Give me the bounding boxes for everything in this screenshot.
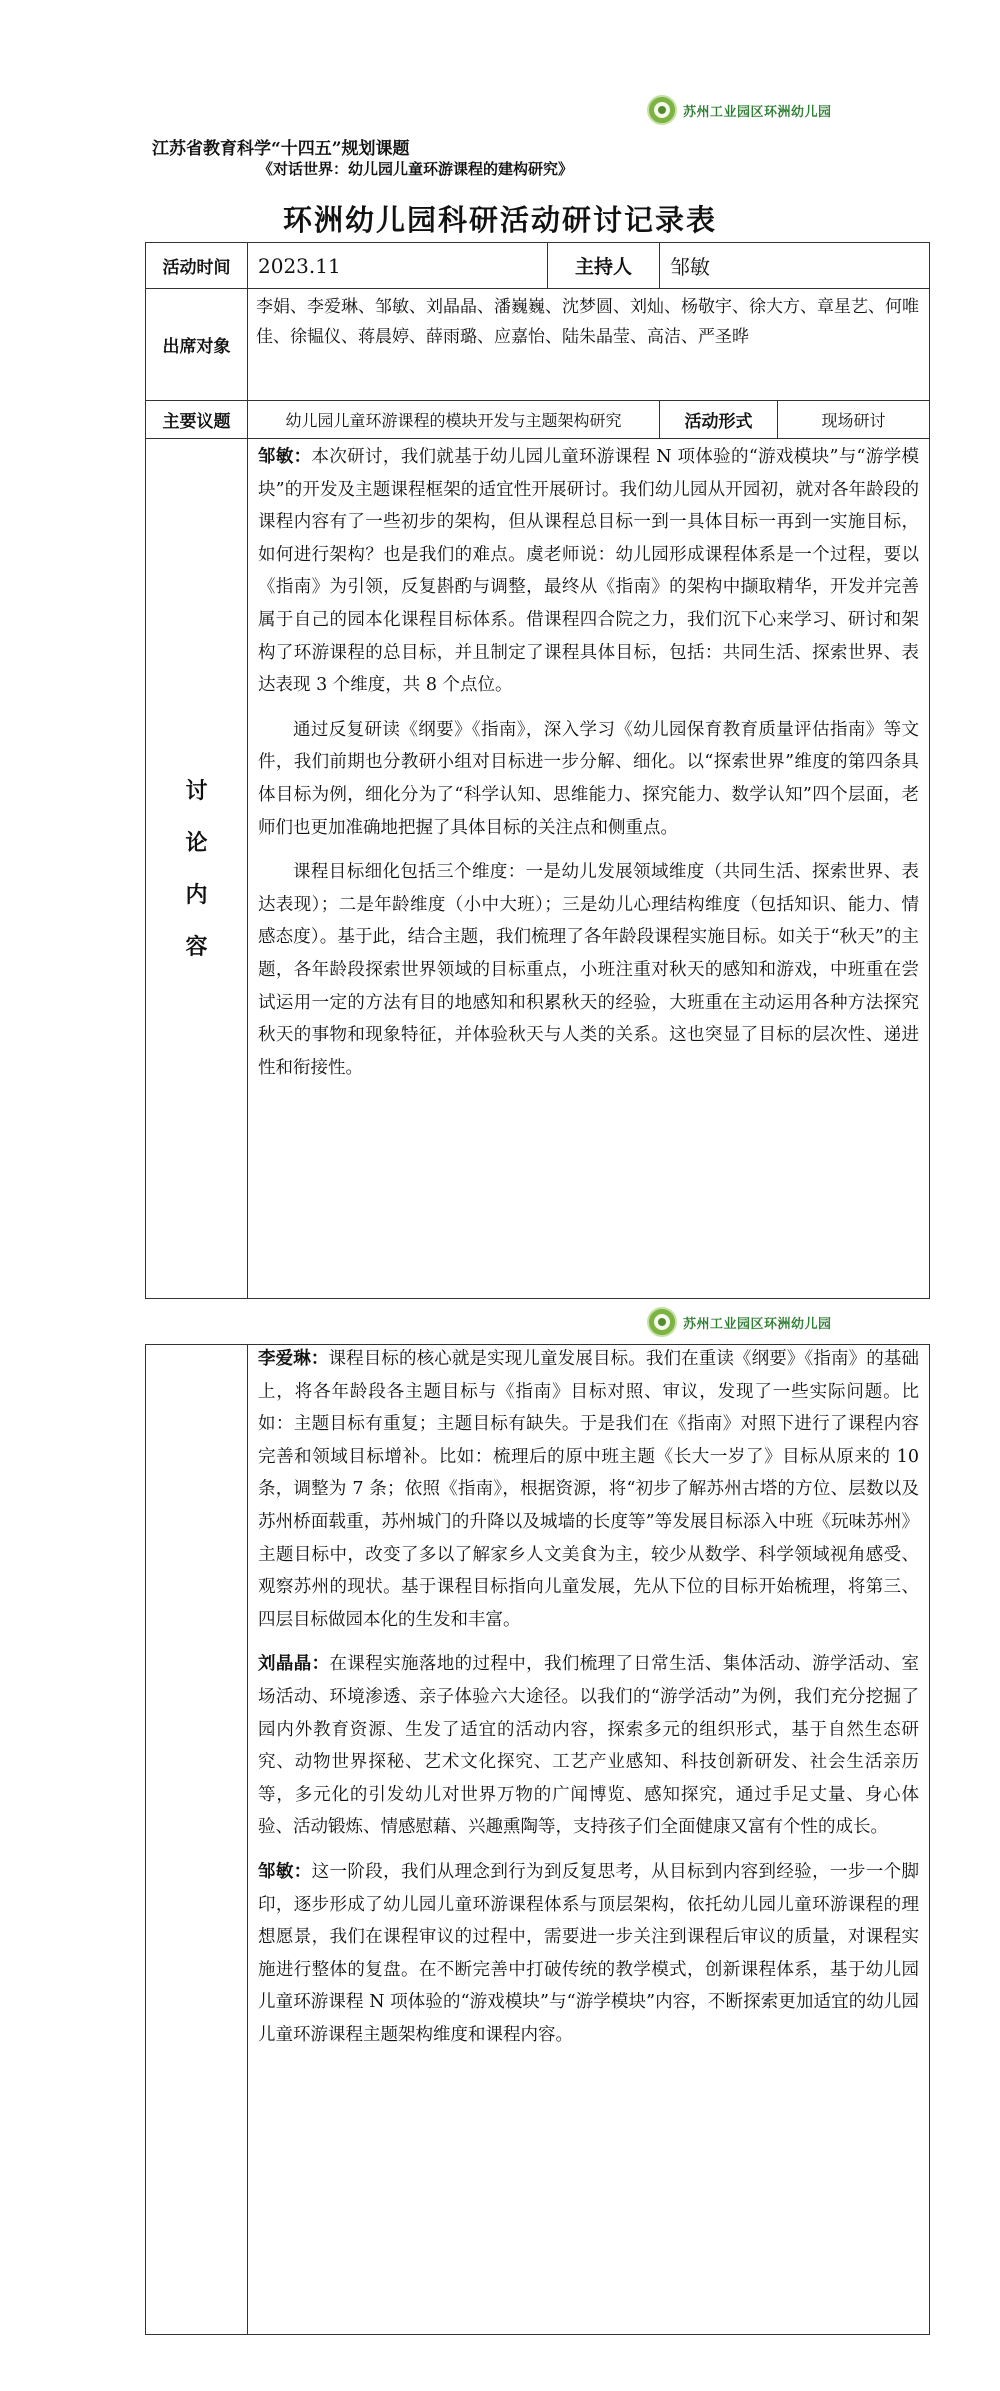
form-value: 现场研讨 — [778, 401, 930, 439]
paragraph-gap — [258, 1636, 919, 1648]
topic-label: 主要议题 — [146, 401, 248, 439]
discussion-label-empty — [146, 1345, 248, 2335]
discussion-label-char: 内 — [185, 881, 208, 908]
time-label: 活动时间 — [146, 243, 248, 289]
paragraph-gap — [258, 1844, 919, 1856]
discussion-label-char: 讨 — [185, 777, 208, 804]
kindergarten-logo-top — [647, 95, 832, 125]
paragraph-gap — [258, 844, 919, 856]
discussion-paragraph — [258, 714, 919, 844]
attendees-label: 出席对象 — [146, 289, 248, 401]
attendees-list: 李娟、李爱琳、邹敏、刘晶晶、潘巍巍、沈梦圆、刘灿、杨敬宇、徐大方、章星艺、何唯佳、徐韫仪、蒋晨婷、薛雨璐、应嘉怡、陆朱晶莹、高洁、严圣晔 — [248, 289, 930, 401]
host-label: 主持人 — [548, 243, 660, 289]
project-header: 江苏省教育科学“十四五”规划课题 — [152, 139, 410, 159]
topic-value: 幼儿园儿童环游课程的模块开发与主题架构研究 — [248, 401, 660, 439]
paragraph-gap — [258, 702, 919, 714]
discussion-paragraph — [258, 1856, 919, 2052]
paragraph-text: 课程目标的核心就是实现儿童发展目标。我们在重读《纲要》《指南》的基础上，将各年龄段各主题目标与《指南》目标对照、审议，发现了一些实际问题。比如：主题目标有重复；主题目标有缺失。于是我们在《指南》对照下进行了课程内容完善和领域目标增补。比如：梳理后的原中班主题《长大一岁了》目标从原来的 10 条，调整为 7 条；依照《指南》，根据资源，将“初步了解苏州古塔的方位、层数以及苏州桥面载重，苏州城门的升降以及城墙的长度等”等发展目标添入中班《玩味苏州》主题目标中，改变了多以了解家乡人文美食为主，较少从数学、科学领域视角感受、观察苏州的现状。基于课程目标指向儿童发展，先从下位的目标开始梳理，将第三、四层目标做园本化的生发和丰富。 — [258, 1349, 919, 1630]
paragraph-text: 这一阶段，我们从理念到行为到反复思考，从目标到内容到经验，一步一个脚印，逐步形成了幼儿园儿童环游课程体系与顶层架构，依托幼儿园儿童环游课程的理想愿景，我们在课程审议的过程中，需要进一步关注到课程后审议的质量，对课程实施进行整体的复盘。在不断完善中打破传统的教学模式，创新课程体系，基于幼儿园儿童环游课程 N 项体验的“游戏模块”与“游学模块”内容，不断探索更加适宜的幼儿园儿童环游课程主题架构维度和课程内容。 — [258, 1861, 919, 2045]
speaker-name: 李爱琳： — [258, 1349, 329, 1369]
logo-text: 苏州工业园区环洲幼儿园 — [683, 104, 832, 120]
kindergarten-logo-page2 — [647, 1307, 832, 1337]
host-value: 邹敏 — [660, 243, 930, 289]
paragraph-text: 课程目标细化包括三个维度：一是幼儿发展领域维度（共同生活、探索世界、表达表现）；二是年龄维度（小中大班）；三是幼儿心理结构维度（包括知识、能力、情感态度）。基于此，结合主题，我们梳理了各年龄段课程实施目标。如关于“秋天”的主题，各年龄段探索世界领域的目标重点，小班注重对秋天的感知和游戏，中班重在尝试运用一定的方法有目的地感知和积累秋天的经验，大班重在主动运用各种方法探究秋天的事物和现象特征，并体验秋天与人类的关系。这也突显了目标的层次性、递进性和衔接性。 — [258, 862, 919, 1078]
discussion-content-page2 — [248, 1345, 930, 2335]
speaker-name: 邹敏： — [258, 1861, 312, 1882]
paragraph-text: 本次研讨，我们就基于幼儿园儿童环游课程 N 项体验的“游戏模块”与“游学模块”的开发及主题课程框架的适宜性开展研讨。我们幼儿园从开园初，就对各年龄段的课程内容有了一些初步的架构，但从课程总目标一到一具体目标一再到一实施目标，如何进行架构？也是我们的难点。虞老师说：幼儿园形成课程体系是一个过程，要以《指南》为引领，反复斟酌与调整，最终从《指南》的架构中撷取精华，开发并完善属于自己的园本化课程目标体系。借课程四合院之力，我们沉下心来学习、研讨和架构了环游课程的总目标，并且制定了课程具体目标，包括：共同生活、探索世界、表达表现 3 个维度，共 8 个点位。 — [258, 447, 920, 696]
discussion-label — [146, 439, 248, 1299]
discussion-paragraph — [258, 856, 919, 1084]
kindergarten-emblem-icon — [647, 1307, 677, 1337]
time-value: 2023.11 — [248, 243, 548, 289]
record-table-page2 — [145, 1344, 930, 2335]
paragraph-text: 通过反复研读《纲要》《指南》，深入学习《幼儿园保育教育质量评估指南》等文件，我们前期也分教研小组对目标进一步分解、细化。以“探索世界”维度的第四条具体目标为例，细化分为了“科学认知、思维能力、探究能力、数学认知”四个层面，老师们也更加准确地把握了具体目标的关注点和侧重点。 — [258, 719, 919, 838]
discussion-content-page1 — [248, 439, 930, 1299]
paragraph-text: 在课程实施落地的过程中，我们梳理了日常生活、集体活动、游学活动、室场活动、环境渗透、亲子体验六大途径。以我们的“游学活动”为例，我们充分挖掘了园内外教育资源、生发了适宜的活动内容，探索多元的组织形式，基于自然生态研究、动物世界探秘、艺术文化探究、工艺产业感知、科技创新研发、社会生活亲历等，多元化的引发幼儿对世界万物的广闻博览、感知探究，通过手足丈量、身心体验、活动锻炼、情感慰藉、兴趣熏陶等，支持孩子们全面健康又富有个性的成长。 — [258, 1654, 919, 1838]
kindergarten-emblem-icon — [647, 95, 677, 125]
logo-text: 苏州工业园区环洲幼儿园 — [683, 1316, 832, 1332]
project-subtitle: 《对话世界：幼儿园儿童环游课程的建构研究》 — [258, 160, 574, 178]
discussion-label-char: 论 — [185, 829, 208, 856]
page-title: 环洲幼儿园科研活动研讨记录表 — [282, 203, 717, 237]
discussion-paragraph — [258, 441, 919, 702]
form-label: 活动形式 — [660, 401, 778, 439]
speaker-name: 刘晶晶： — [258, 1654, 330, 1675]
speaker-name: 邹敏： — [258, 447, 312, 467]
discussion-label-char: 容 — [185, 933, 208, 960]
discussion-paragraph — [258, 1648, 919, 1844]
discussion-paragraph — [258, 1343, 919, 1636]
record-table-page1 — [145, 242, 930, 1299]
